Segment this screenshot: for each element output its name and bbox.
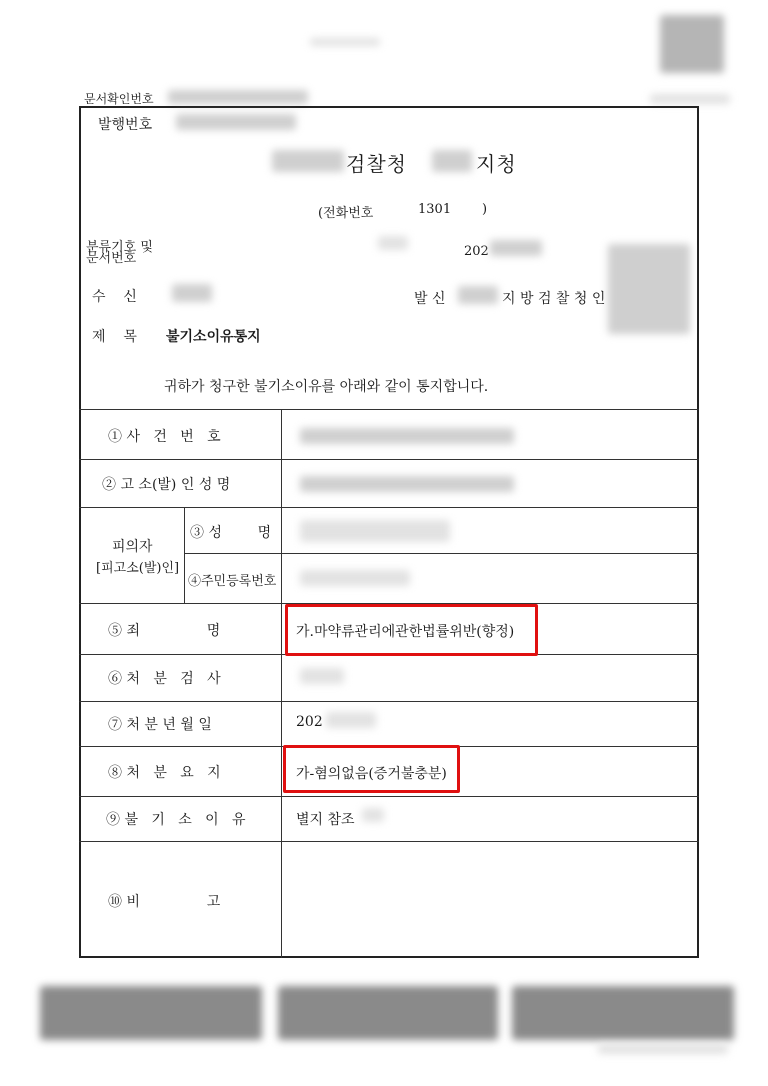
redacted-stamp-top-right	[660, 15, 724, 73]
suspect-group-label-line1: 피의자	[112, 539, 153, 555]
disposition-date-value: 202	[296, 714, 323, 730]
phone-close: )	[482, 202, 488, 217]
redacted-prosecutor	[300, 668, 344, 684]
suspect-group-label-line2: [피고소(발)인]	[96, 561, 180, 576]
redacted-resident-number	[300, 570, 410, 586]
redacted-footer-block-2	[278, 986, 498, 1040]
phone-value: 1301	[418, 202, 452, 217]
row-label-non-prosecution-reason: ⑨ 불 기 소 이 유	[106, 812, 246, 828]
non-prosecution-reason-value: 별지 참조	[296, 812, 355, 828]
table-label-divider	[281, 409, 282, 958]
redacted-complainant-name	[300, 476, 514, 492]
redacted-date	[490, 240, 542, 256]
highlight-box-disposition	[283, 745, 460, 793]
subject-value: 불기소이유통지	[166, 329, 261, 345]
sender-value: 지 방 검 찰 청 인	[502, 291, 606, 307]
table-suspect-divider	[184, 507, 185, 603]
redacted-issue-number	[176, 114, 296, 130]
row-label-remarks: ⑩ 비 고	[108, 894, 221, 910]
table-row-line-8	[79, 796, 699, 797]
redacted-footer-block-1	[40, 986, 262, 1040]
phone-label: (전화번호	[318, 206, 374, 221]
row-label-prosecutor: ⑥ 처 분 검 사	[108, 671, 221, 687]
redacted-recipient	[172, 284, 212, 302]
disposition-summary-value: 가-혐의없음(증거불충분)	[296, 766, 447, 782]
table-row-line-6	[79, 701, 699, 702]
scan-noise-bottom	[598, 1044, 728, 1054]
redacted-reason-mark	[362, 808, 384, 822]
issue-no-label: 발행번호	[98, 117, 153, 133]
subject-label: 제 목	[92, 329, 137, 345]
row-label-offense: ⑤ 죄 명	[108, 623, 221, 639]
agency-title-part2: 지청	[476, 152, 517, 176]
row-label-disposition-summary: ⑧ 처 분 요 지	[108, 765, 221, 781]
recipient-label: 수 신	[92, 289, 137, 305]
row-label-case-number: ① 사 건 번 호	[108, 429, 221, 445]
doc-confirm-label: 문서확인번호	[84, 92, 154, 106]
class-label-line2: 문서번호	[86, 251, 137, 266]
table-row-line-1	[79, 459, 699, 460]
date-prefix: 202	[464, 244, 489, 259]
redacted-agency-region	[272, 150, 344, 172]
offense-value: 가.마약류관리에관한법률위반(향정)	[296, 624, 515, 640]
row-label-resident-number: ④주민등록번호	[188, 574, 277, 589]
sender-label: 발 신	[414, 291, 446, 307]
table-row-line-3	[184, 553, 699, 554]
intro-text: 귀하가 청구한 불기소이유를 아래와 같이 통지합니다.	[164, 379, 489, 395]
scan-noise-top	[310, 38, 380, 46]
redacted-disposition-date	[326, 712, 376, 728]
redacted-footer-block-3	[512, 986, 734, 1040]
table-top-line	[79, 409, 699, 410]
redacted-case-number	[300, 428, 514, 444]
class-label-line1: 분류기호 및	[86, 240, 153, 255]
redacted-sender-region	[458, 286, 498, 304]
redacted-agency-branch	[432, 150, 472, 172]
table-row-line-2	[79, 507, 699, 508]
row-label-suspect-name: ③ 성 명	[190, 525, 272, 541]
redacted-side-stamp	[608, 244, 690, 334]
highlight-box-offense	[285, 604, 538, 656]
redacted-suspect-name	[300, 520, 450, 542]
redacted-doc-confirm-number	[168, 90, 308, 104]
table-row-line-9	[79, 841, 699, 842]
row-label-complainant-name: ② 고 소(발) 인 성 명	[102, 477, 231, 493]
redacted-class-mark	[378, 236, 408, 250]
agency-title-part1: 검찰청	[346, 152, 407, 176]
row-label-disposition-date: ⑦ 처 분 년 월 일	[108, 717, 212, 733]
scan-noise-top-right	[650, 94, 730, 104]
